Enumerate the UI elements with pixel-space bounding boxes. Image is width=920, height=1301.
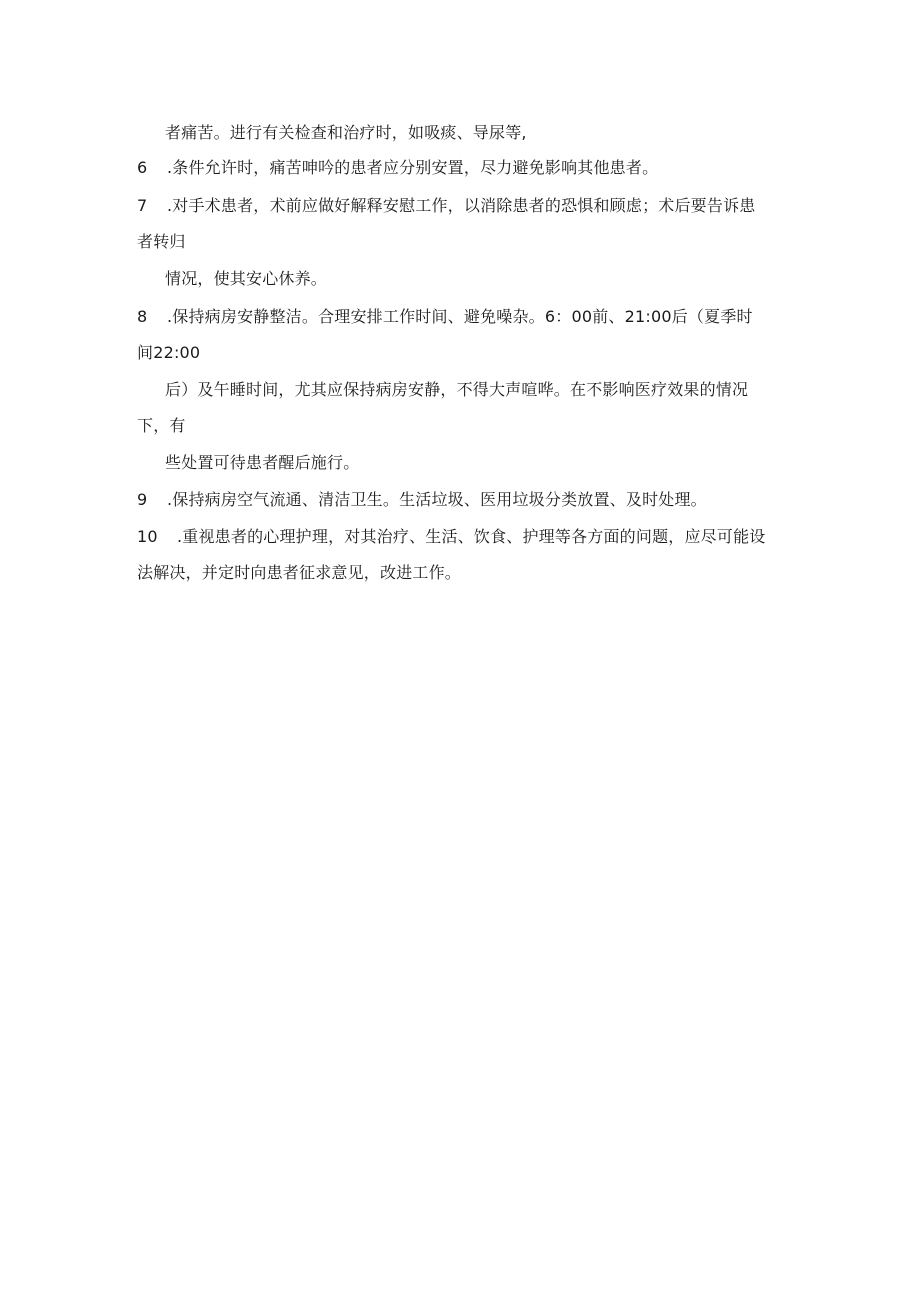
paragraph-line [165, 452, 359, 474]
list-item-text: .条件允许时，痛苦呻吟的患者应分别安置，尽力避免影响其他患者。 [167, 158, 659, 177]
line-text: 下，有 [137, 416, 186, 435]
paragraph-line [137, 342, 200, 364]
paragraph-line [165, 122, 527, 144]
list-item-6 [137, 157, 658, 179]
line-text: 者痛苦。进行有关检查和治疗时，如吸痰、导尿等, [165, 123, 527, 142]
line-text: 情况，使其安心休养。 [165, 269, 328, 288]
line-text: 后）及午睡时间，尤其应保持病房安静，不得大声喧哗。在不影响医疗效果的情况 [165, 380, 749, 399]
list-item-text: .保持病房安静整洁。合理安排工作时间、避免噪杂。6：00前、21:00后（夏季时 [167, 307, 753, 326]
list-item-9 [137, 489, 707, 511]
list-number: 10 [137, 527, 158, 546]
paragraph-line [165, 268, 327, 290]
list-number: 6 [137, 158, 148, 177]
list-item-7 [137, 195, 756, 217]
paragraph-line [137, 562, 461, 584]
list-item-text: .保持病房空气流通、清洁卫生。生活垃圾、医用垃圾分类放置、及时处理。 [167, 490, 707, 509]
list-item-10 [137, 526, 766, 548]
list-item-text: .对手术患者，术前应做好解释安慰工作，以消除患者的恐惧和顾虑；术后要告诉患 [167, 196, 756, 215]
paragraph-line [137, 415, 186, 437]
list-number: 8 [137, 307, 148, 326]
line-text: 些处置可待患者醒后施行。 [165, 453, 360, 472]
paragraph-line [165, 379, 748, 401]
line-text: 间22:00 [137, 343, 201, 362]
list-item-text: .重视患者的心理护理，对其治疗、生活、饮食、护理等各方面的问题，应尽可能设 [177, 527, 766, 546]
list-number: 7 [137, 196, 148, 215]
list-item-8 [137, 306, 753, 328]
paragraph-line [137, 231, 186, 253]
list-number: 9 [137, 490, 148, 509]
line-text: 法解决，并定时向患者征求意见，改进工作。 [137, 563, 462, 582]
line-text: 者转归 [137, 232, 186, 251]
